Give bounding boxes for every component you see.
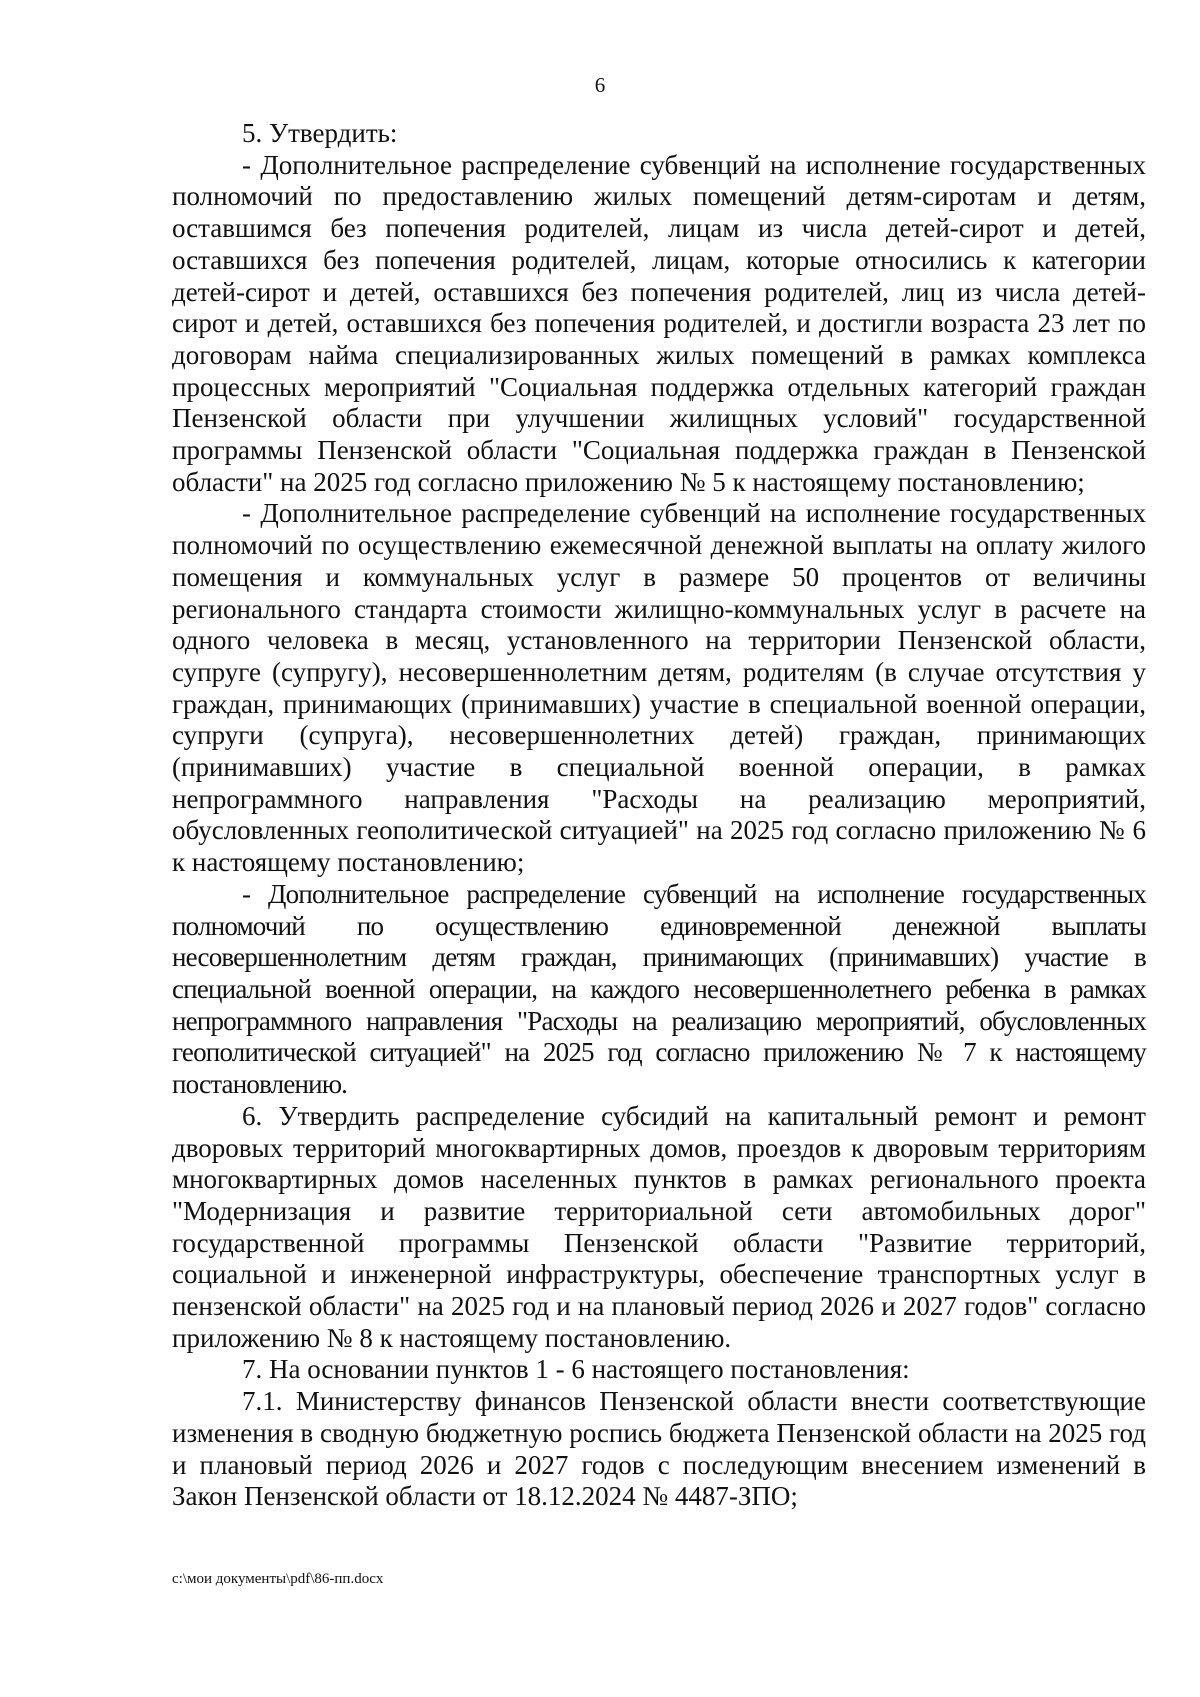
paragraph-item-7-1: 7.1. Министерству финансов Пензенской области внести соответствующие изменения в сводную бюджетную роспись бюджета Пензенской области на 2025 год и плановый период 2026 и 2027 годов с последующим внесением изменений в Закон Пензенской области от 18.12.2024 № 4487-ЗПО; [172, 1386, 1146, 1512]
paragraph-item-5: 5. Утвердить: [242, 118, 398, 148]
paragraph-subitem-appendix-6: - Дополнительное распределение субвенций на исполнение государственных полномочий по осуществлению ежемесячной денежной выплаты на оплату жилого помещения и коммунальных услуг в размере 50 процентов от величины регионального стандарта стоимости жилищно-коммунальных услуг в расчете на одного человека в месяц, установленного на территории Пензенской области, супруге (супругу), несовершеннолетним детям, родителям (в случае отсутствия у граждан, принимающих (принимавших) участие в специальной военной операции, супруги (супруга), несовершеннолетних детей) граждан, принимающих (принимавших) участие в специальной военной операции, в рамках непрограммного направления "Расходы на реализацию мероприятий, обусловленных геополитической ситуацией" на 2025 год согласно приложению № 6 к настоящему постановлению; [172, 498, 1146, 878]
paragraph-subitem-appendix-7: - Дополнительное распределение субвенций на исполнение государственных полномочий по осуществлению единовременной денежной выплаты несовершеннолетним детям граждан, принимающих (принимавших) участие в специальной военной операции, на каждого несовершеннолетнего ребенка в рамках непрограммного направления "Расходы на реализацию мероприятий, обусловленных геополитической ситуацией" на 2025 год согласно приложению № 7 к настоящему постановлению. [172, 878, 1146, 1100]
page-number: 6 [594, 73, 606, 97]
footer-file-path: c:\мои документы\pdf\86-пп.docx [172, 1571, 384, 1587]
paragraph-subitem-appendix-5: - Дополнительное распределение субвенций на исполнение государственных полномочий по предоставлению жилых помещений детям-сиротам и детям, оставшимся без попечения родителей, лицам из числа детей-сирот и детей, оставшихся без попечения родителей, лицам, которые относились к категории детей-сирот и детей, оставшихся без попечения родителей, лиц из числа детей-сирот и детей, оставшихся без попечения родителей, и достигли возраста 23 лет по договорам найма специализированных жилых помещений в рамках комплекса процессных мероприятий "Социальная поддержка отдельных категорий граждан Пензенской области при улучшении жилищных условий" государственной программы Пензенской области "Социальная поддержка граждан в Пензенской области" на 2025 год согласно приложению № 5 к настоящему постановлению; [172, 149, 1146, 497]
paragraph-item-6: 6. Утвердить распределение субсидий на капитальный ремонт и ремонт дворовых территорий многоквартирных домов, проездов к дворовым территориям многоквартирных домов населенных пунктов в рамках регионального проекта "Модернизация и развитие территориальной сети автомобильных дорог" государственной программы Пензенской области "Развитие территорий, социальной и инженерной инфраструктуры, обеспечение транспортных услуг в пензенской области" на 2025 год и на плановый период 2026 и 2027 годов" согласно приложению № 8 к настоящему постановлению. [172, 1100, 1146, 1353]
paragraph-item-7: 7. На основании пунктов 1 - 6 настоящего постановления: [242, 1354, 910, 1385]
document-body [172, 118, 1146, 1513]
